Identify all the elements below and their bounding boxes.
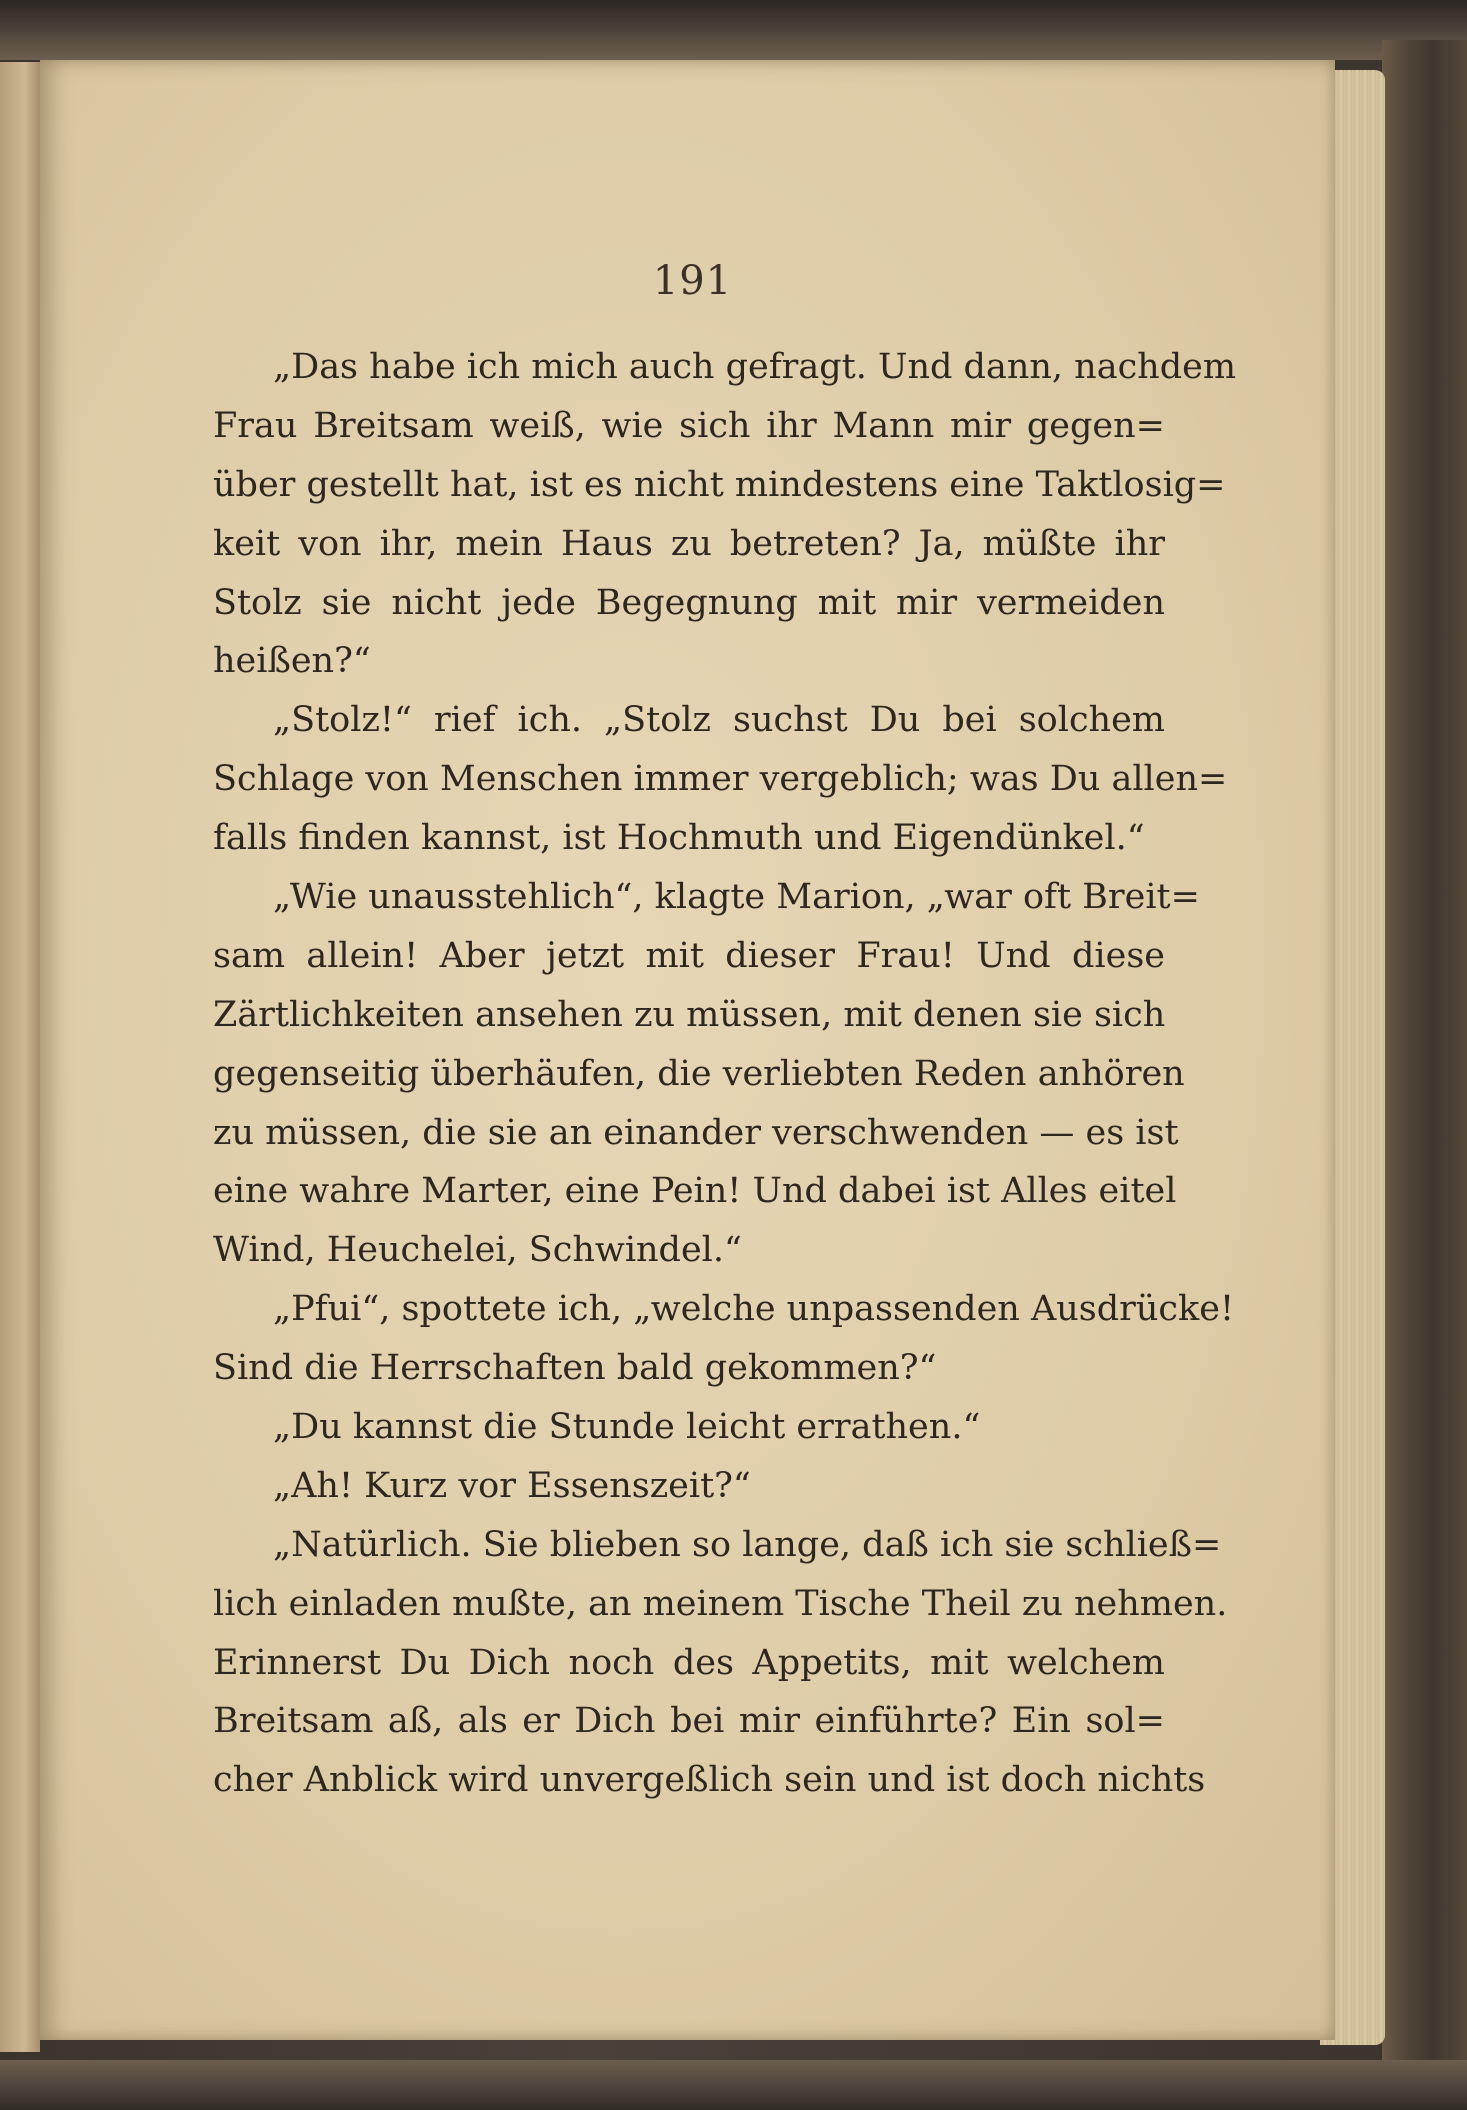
- text-line: „Du kannst die Stunde leicht errathen.“: [273, 1407, 981, 1448]
- text-line: „Das habe ich mich auch gefragt. Und dann, nachdem: [273, 347, 1237, 387]
- text-line: Breitsam aß, als er Dich bei mir einführte? Ein sol=: [213, 1701, 1165, 1742]
- text-line: Erinnerst Du Dich noch des Appetits, mit welchem: [213, 1642, 1165, 1683]
- book-cover-top-edge: [0, 0, 1467, 60]
- text-line: sam allein! Aber jetzt mit dieser Frau! Und diese: [213, 935, 1165, 976]
- text-line: „Stolz!“ rief ich. „Stolz suchst Du bei solchem: [273, 700, 1165, 741]
- page-text: [213, 338, 1237, 1810]
- book-cover-right-edge: [1382, 40, 1467, 2070]
- text-line: keit von ihr, mein Haus zu betreten? Ja, müßte ihr: [213, 523, 1165, 564]
- text-line: heißen?“: [213, 641, 371, 682]
- page-number: 191: [652, 258, 733, 304]
- book-cover-bottom-edge: [0, 2060, 1467, 2110]
- text-line: falls finden kannst, ist Hochmuth und Eigendünkel.“: [213, 818, 1145, 859]
- text-line: über gestellt hat, ist es nicht mindestens eine Taktlosig=: [213, 464, 1226, 505]
- text-line: Sind die Herrschaften bald gekommen?“: [213, 1348, 937, 1389]
- text-line: Stolz sie nicht jede Begegnung mit mir vermeiden: [213, 582, 1165, 623]
- text-line: „Wie unausstehlich“, klagte Marion, „war oft Breit=: [273, 877, 1200, 918]
- text-line: Schlage von Menschen immer vergeblich; was Du allen=: [213, 759, 1228, 800]
- text-line: „Pfui“, spottete ich, „welche unpassenden Ausdrücke!: [273, 1289, 1235, 1330]
- text-line: zu müssen, die sie an einander verschwenden — es ist: [213, 1112, 1179, 1153]
- text-line: „Natürlich. Sie blieben so lange, daß ich sie schließ=: [273, 1524, 1222, 1565]
- text-line: eine wahre Marter, eine Pein! Und dabei ist Alles eitel: [213, 1171, 1177, 1212]
- text-line: Zärtlichkeiten ansehen zu müssen, mit denen sie sich: [213, 994, 1166, 1035]
- text-line: gegenseitig überhäufen, die verliebten Reden anhören: [213, 1053, 1185, 1094]
- text-line: Frau Breitsam weiß, wie sich ihr Mann mir gegen=: [213, 405, 1165, 446]
- text-line: „Ah! Kurz vor Essenszeit?“: [273, 1465, 751, 1506]
- text-line: lich einladen mußte, an meinem Tische Theil zu nehmen.: [213, 1583, 1228, 1624]
- left-page-gutter: [0, 62, 40, 2052]
- text-line: cher Anblick wird unvergeßlich sein und ist doch nichts: [213, 1760, 1206, 1801]
- text-line: Wind, Heuchelei, Schwindel.“: [213, 1230, 742, 1271]
